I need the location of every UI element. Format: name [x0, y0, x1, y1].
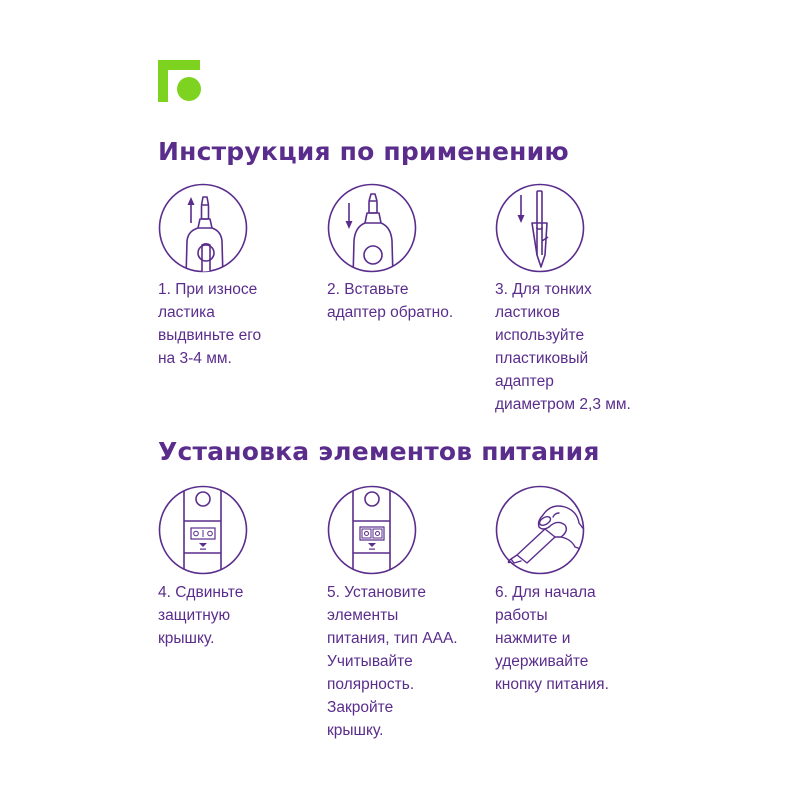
section-title-batteries: Установка элементов питания	[158, 437, 600, 466]
power-button-icon	[495, 485, 585, 575]
caption-line: на 3-4 мм.	[158, 350, 232, 367]
brand-logo-icon	[158, 60, 202, 102]
step-6	[495, 485, 665, 696]
caption-line: адаптер обратно.	[327, 304, 454, 321]
caption-line: 3. Для тонких	[495, 281, 592, 298]
slide-cover-icon	[158, 485, 248, 575]
caption-line: адаптер	[495, 373, 554, 390]
step-1	[158, 183, 328, 370]
step-3-caption	[495, 278, 665, 416]
caption-line: 6. Для начала	[495, 584, 596, 601]
caption-line: защитную	[158, 607, 231, 624]
caption-line: диаметром 2,3 мм.	[495, 396, 631, 413]
caption-line: ластиков	[495, 304, 560, 321]
caption-line: выдвиньте его	[158, 327, 262, 344]
caption-line: нажмите и	[495, 630, 571, 647]
caption-line: удерживайте	[495, 653, 589, 670]
step-3	[495, 183, 665, 416]
caption-line: питания, тип ААА.	[327, 630, 458, 647]
step-1-caption	[158, 278, 328, 370]
caption-line: ластика	[158, 304, 215, 321]
caption-line: используйте	[495, 327, 585, 344]
caption-line: 4. Сдвиньте	[158, 584, 244, 601]
step-4	[158, 485, 328, 650]
caption-line: кнопку питания.	[495, 676, 609, 693]
step-2-caption	[327, 278, 497, 324]
caption-line: работы	[495, 607, 548, 624]
adapter-insert-icon	[327, 183, 417, 273]
caption-line: элементы	[327, 607, 399, 624]
caption-line: Закройте	[327, 699, 394, 716]
caption-line: полярность.	[327, 676, 415, 693]
caption-line: 1. При износе	[158, 281, 258, 298]
caption-line: Учитывайте	[327, 653, 413, 670]
caption-line: пластиковый	[495, 350, 589, 367]
thin-eraser-adapter-icon	[495, 183, 585, 273]
step-4-caption	[158, 581, 328, 650]
section-title-usage: Инструкция по применению	[158, 137, 569, 166]
step-2	[327, 183, 497, 324]
eraser-extend-icon	[158, 183, 248, 273]
step-5-caption	[327, 581, 497, 742]
step-6-caption	[495, 581, 665, 696]
caption-line: крышку.	[327, 722, 384, 739]
step-5	[327, 485, 497, 742]
caption-line: крышку.	[158, 630, 215, 647]
caption-line: 5. Установите	[327, 584, 426, 601]
battery-insert-icon	[327, 485, 417, 575]
caption-line: 2. Вставьте	[327, 281, 409, 298]
